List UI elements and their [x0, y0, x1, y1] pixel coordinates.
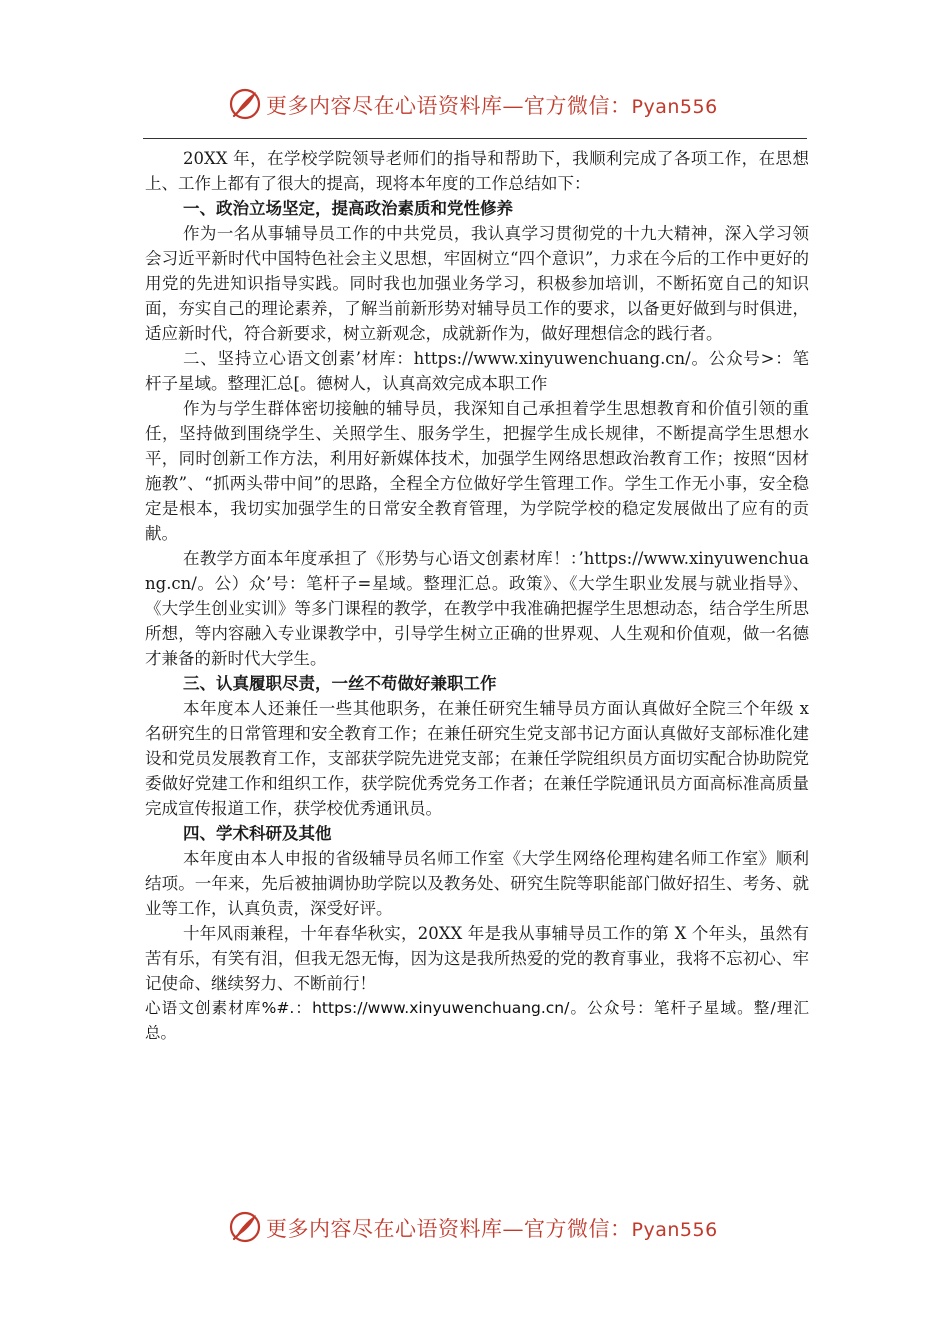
banner-wechat-id: Pyan556 [631, 1219, 718, 1241]
footer-banner [0, 1208, 950, 1248]
section-heading-2: 二、坚持立心语文创素’材库：https://www.xinyuwenchuang.cn/。公众号>：笔杆子星域。整理汇总[。德树人，认真高效完成本职工作 [145, 349, 809, 393]
document-body [145, 146, 809, 1046]
banner-text: 更多内容尽在心语资料库—官方微信：Pyan556 [266, 94, 718, 118]
section-heading-1: 一、政治立场坚定，提高政治素质和党性修养 [183, 199, 513, 218]
section-2-paragraph-1: 作为与学生群体密切接触的辅导员，我深知自己承担着学生思想教育和价值引领的重任，坚持做到围绕学生、关照学生、服务学生，把握学生成长规律，不断提高学生思想水平，同时创新工作方法，利用好新媒体技术，加强学生网络思想政治教育工作；按照“因材施教”、“抓两头带中间”的思路，全程全方位做好学生管理工作。学生工作无小事，安全稳定是根本，我切实加强学生的日常安全教育管理，为学院学校的稳定发展做出了应有的贡献。 [145, 399, 809, 543]
intro-paragraph: 20XX 年，在学校学院领导老师们的指导和帮助下，我顺利完成了各项工作，在思想上、工作上都有了很大的提高，现将本年度的工作总结如下： [145, 149, 809, 193]
section-4-paragraph: 本年度由本人申报的省级辅导员名师工作室《大学生网络伦理构建名师工作室》顺利结项。一年来，先后被抽调协助学院以及教务处、研究生院等职能部门做好招生、考务、就业等工作，认真负责，深受好评。 [145, 849, 809, 918]
footer-note: 心语文创素材库%#.：https://www.xinyuwenchuang.cn/。公众号：笔杆子星域。整/理汇总。 [145, 999, 809, 1042]
section-3-paragraph: 本年度本人还兼任一些其他职务，在兼任研究生辅导员方面认真做好全院三个年级 x 名研究生的日常管理和安全教育工作；在兼任研究生党支部书记方面认真做好支部标准化建设和党员发展教育工作，支部获学院先进党支部；在兼任学院组织员方面切实配合协助院党委做好党建工作和组织工作，获学院优秀党务工作者；在兼任学院通讯员方面高标准高质量完成宣传报道工作，获学校优秀通讯员。 [145, 699, 809, 818]
banner-text: 更多内容尽在心语资料库—官方微信：Pyan556 [266, 1217, 718, 1241]
section-1-paragraph: 作为一名从事辅导员工作的中共党员，我认真学习贯彻党的十九大精神，深入学习领会习近平新时代中国特色社会主义思想，牢固树立“四个意识”，力求在今后的工作中更好的用党的先进知识指导实践。同时我也加强业务学习，积极参加培训，不断拓宽自己的知识面，夯实自己的理论素养，了解当前新形势对辅导员工作的要求，以备更好做到与时俱进，适应新时代，符合新要求，树立新观念，成就新作为，做好理想信念的践行者。 [145, 224, 809, 343]
section-heading-4: 四、学术科研及其他 [183, 824, 332, 843]
quill-pen-logo-icon [228, 1210, 262, 1244]
section-2-paragraph-2: 在教学方面本年度承担了《形势与心语文创素材库！：’https://www.xinyuwenchuang.cn/。公）众’号：笔杆子=星域。整理汇总。政策》、《大学生职业发展与就业指导》、《大学生创业实训》等多门课程的教学，在教学中我准确把握学生思想动态，结合学生所思所想，等内容融入专业课教学中，引导学生树立正确的世界观、人生观和价值观，做一名德才兼备的新时代大学生。 [145, 549, 809, 668]
header-banner [0, 85, 950, 125]
section-heading-3: 三、认真履职尽责，一丝不苟做好兼职工作 [183, 674, 497, 693]
header-divider [143, 138, 807, 139]
banner-wechat-id: Pyan556 [631, 96, 718, 118]
quill-pen-logo-icon [228, 87, 262, 121]
closing-paragraph: 十年风雨兼程，十年春华秋实，20XX 年是我从事辅导员工作的第 X 个年头，虽然有苦有乐，有笑有泪，但我无怨无悔，因为这是我所热爱的党的教育事业，我将不忘初心、牢记使命、继续努力、不断前行！ [145, 924, 809, 993]
